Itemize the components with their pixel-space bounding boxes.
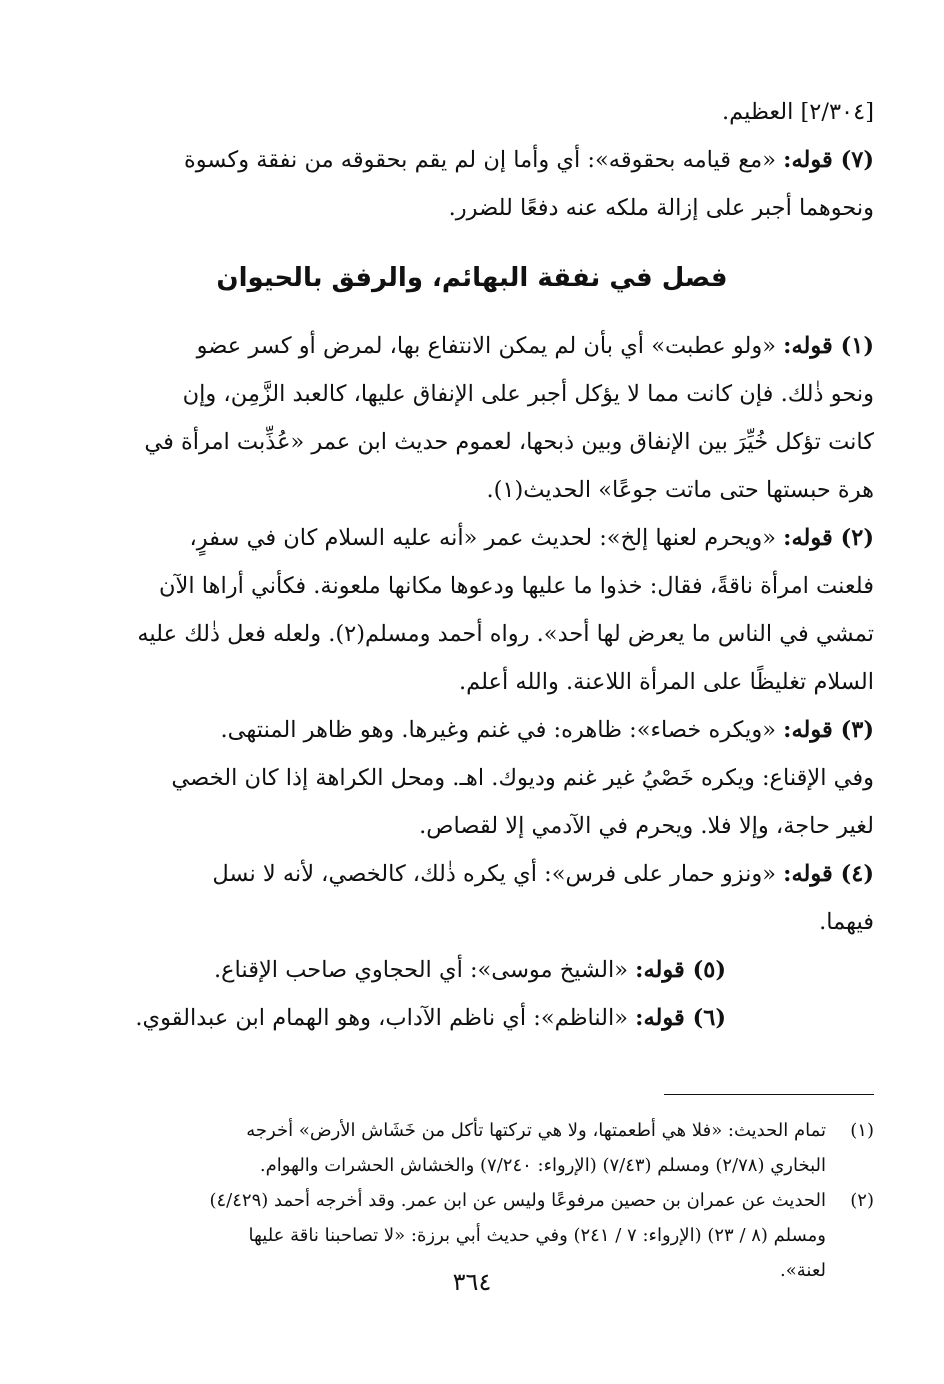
paragraph-line: ونحوهما أجبر على إزالة ملكه عنه دفعًا للضرر.	[448, 195, 874, 221]
paragraph-line: هرة حبستها حتى ماتت جوعًا» الحديث(١).	[486, 477, 874, 503]
paragraph-line: «ونزو حمار على فرس»: أي يكره ذٰلك، كالخصي، لأنه لا نسل	[212, 861, 784, 887]
footnotes	[70, 1113, 874, 1288]
header-line: [٢/٣٠٤] العظيم.	[722, 99, 874, 125]
paragraph-line: «ولو عطبت» أي بأن لم يمكن الانتفاع بها، لمرض أو كسر عضو	[196, 333, 784, 359]
paragraph-2	[70, 514, 874, 706]
paragraph-line: «ويحرم لعنها إلخ»: لحديث عمر «أنه عليه السلام كان في سفرٍ،	[189, 525, 784, 551]
paragraph-1	[70, 322, 874, 514]
paragraph-7	[70, 136, 874, 232]
footnote-number: (١)	[850, 1120, 874, 1141]
footnote-line: لعنة».	[780, 1260, 826, 1281]
paragraph-line: كانت تؤكل خُيِّرَ بين الإنفاق وبين ذبحها، لعموم حديث ابن عمر «عُذِّبت امرأة في	[144, 429, 874, 455]
footnote-line: البخاري (٢/٧٨) ومسلم (٧/٤٣) (الإرواء: ٧/٢٤٠) والخشاش الحشرات والهوام.	[259, 1155, 826, 1176]
page-number: ٣٦٤	[452, 1268, 492, 1296]
paragraph-3	[70, 706, 874, 850]
paragraph-6	[70, 994, 874, 1042]
paragraph-line: «الناظم»: أي ناظم الآداب، وهو الهمام ابن عبدالقوي.	[135, 1005, 636, 1031]
paragraph-line: السلام تغليظًا على المرأة اللاعنة. والله أعلم.	[458, 669, 874, 695]
paragraph-line: فلعنت امرأة ناقةً، فقال: خذوا ما عليها ودعوها مكانها ملعونة. فكأني أراها الآن	[159, 573, 874, 599]
paragraph-label: (٤) قوله:	[783, 861, 874, 887]
paragraph-line: «مع قيامه بحقوقه»: أي وأما إن لم يقم بحقوقه من نفقة وكسوة	[184, 147, 784, 173]
paragraph-label: (٦) قوله:	[635, 1005, 726, 1031]
paragraph-line: «الشيخ موسى»: أي الحجاوي صاحب الإقناع.	[213, 957, 636, 983]
paragraph-line: فيهما.	[819, 909, 874, 935]
paragraph-line: ونحو ذٰلك. فإن كانت مما لا يؤكل أجبر على الإنفاق عليها، كالعبد الزَّمِن، وإن	[182, 381, 874, 407]
paragraph-line: «ويكره خصاء»: ظاهره: في غنم وغيرها. وهو ظاهر المنتهى.	[220, 717, 784, 743]
paragraph-5	[70, 946, 874, 994]
section-heading: فصل في نفقة البهائم، والرفق بالحيوان	[216, 263, 728, 293]
footnote-separator	[664, 1094, 874, 1095]
footnote-line: ومسلم (٨ / ٢٣) (الإرواء: ٧ / ٢٤١) وفي حديث أبي برزة: «لا تصاحبنا ناقة عليها	[248, 1225, 826, 1246]
paragraph-4	[70, 850, 874, 946]
paragraph-label: (٢) قوله:	[783, 525, 874, 551]
paragraph-line: وفي الإقناع: ويكره خَصْيُ غير غنم وديوك. اهـ. ومحل الكراهة إذا كان الخصي	[171, 765, 874, 791]
footnote-line: الحديث عن عمران بن حصين مرفوعًا وليس عن ابن عمر. وقد أخرجه أحمد (٤/٤٢٩)	[209, 1190, 826, 1211]
paragraph-line: لغير حاجة، وإلا فلا. ويحرم في الآدمي إلا لقصاص.	[419, 813, 874, 839]
footnote-line: تمام الحديث: «فلا هي أطعمتها، ولا هي تركتها تأكل من خَشَاش الأرض» أخرجه	[246, 1120, 826, 1141]
paragraph-label: (١) قوله:	[783, 333, 874, 359]
paragraph-label: (٣) قوله:	[783, 717, 874, 743]
paragraph-label: (٥) قوله:	[635, 957, 726, 983]
paragraph-label: (٧) قوله:	[783, 147, 874, 173]
footnote-number: (٢)	[850, 1190, 874, 1211]
paragraph-line: تمشي في الناس ما يعرض لها أحد». رواه أحمد ومسلم(٢). ولعله فعل ذٰلك عليه	[137, 621, 874, 647]
footnote-1	[70, 1113, 874, 1183]
main-text	[70, 88, 874, 1042]
